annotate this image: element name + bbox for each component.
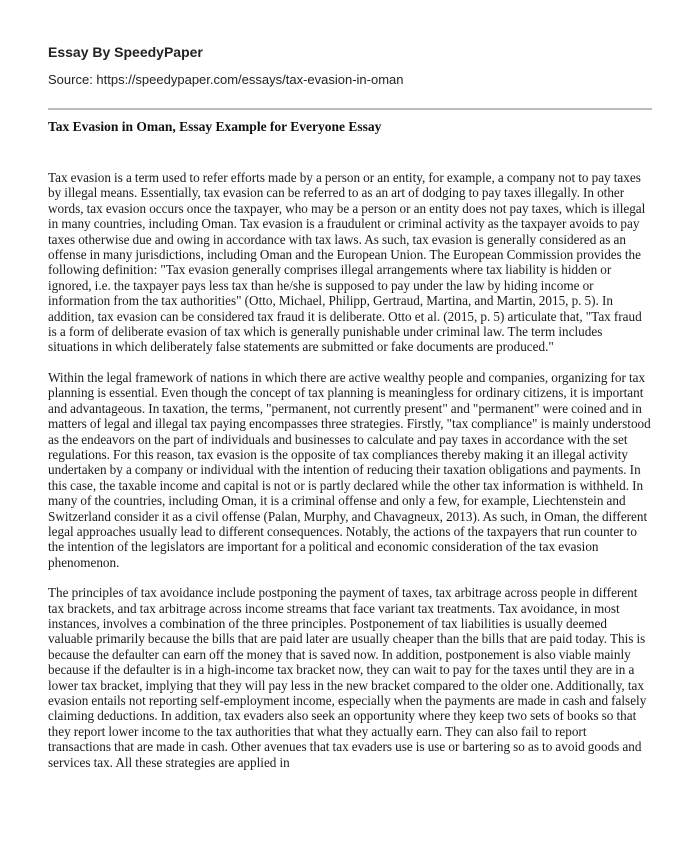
source-line: Source: https://speedypaper.com/essays/tax-evasion-in-oman [48,72,404,87]
brand-title: Essay By SpeedyPaper [48,44,203,60]
essay-title: Tax Evasion in Oman, Essay Example for Everyone Essay [48,119,382,134]
paragraph: The principles of tax avoidance include postponing the payment of taxes, tax arbitrage across people in different tax brackets, and tax arbitrage across income streams that face variant tax treatments. Tax avoidance, in most instances, involves a combination of the three principles. Postponement of tax liabilities is usually deemed valuable primarily because the bills that are paid later are usually cheaper than the bills that are paid today. This is because the defaulter can earn off the money that is saved now. In addition, postponement is also viable mainly because if the defaulter is in a high-income tax bracket now, they can wait to pay for the taxes until they are in a lower tax bracket, implying that they will pay less in the new bracket compared to the older one. Additionally, tax evasion entails not reporting self-employment income, especially when the payments are made in cash and falsely claiming deductions. In addition, tax evaders also seek an opportunity where they keep two sets of books so that they report lower income to the tax authorities that what they actually earn. They can also fail to report transactions that are made in cash. Other avenues that tax evaders use is use or bartering so as to avoid goods and services tax. All these strategies are applied in [48,585,647,770]
paragraph: Tax evasion is a term used to refer efforts made by a person or an entity, for example, a company not to pay taxes by illegal means. Essentially, tax evasion can be referred to as an art of dodging to pay taxes illegally. In other words, tax evasion occurs once the taxpayer, who may be a person or an entity does not pay taxes, which is illegal in many countries, including Oman. Tax evasion is a fraudulent or criminal activity as the taxpayer avoids to pay taxes otherwise due and owing in accordance with tax laws. As such, tax evasion is generally considered as an offense in many jurisdictions, including Oman and the European Union. The European Commission provides the following definition: "Tax evasion generally comprises illegal arrangements where tax liability is hidden or ignored, i.e. the taxpayer pays less tax than he/she is supposed to pay under the law by hiding income or information from the tax authorities" (Otto, Michael, Philipp, Gertraud, Martina, and Martin, 2015, p. 5). In addition, tax evasion can be considered tax fraud it is deliberate. Otto et al. (2015, p. 5) articulate that, "Tax fraud is a form of deliberate evasion of tax which is generally punishable under criminal law. The term includes situations in which deliberately false statements are submitted or fake documents are produced." [48,170,646,355]
header-divider [48,108,652,110]
essay-body [48,170,652,785]
paragraph: Within the legal framework of nations in which there are active wealthy people and companies, organizing for tax planning is essential. Even though the concept of tax planning is meaningless for ordinary citizens, it is important and advantageous. In taxation, the terms, "permanent, not currently present" and "permanent" were coined and in matters of legal and illegal tax paying encompasses three strategies. Firstly, "tax compliance" is mainly understood as the endeavors on the part of individuals and businesses to calculate and pay taxes in accordance with the set regulations. For this reason, tax evasion is the opposite of tax compliances thereby making it an illegal activity undertaken by a company or individual with the intention of reducing their taxation obligations and payments. In this case, the taxable income and capital is not or is partly declared while the other tax information is withheld. In many of the countries, including Oman, it is a criminal offense and only a few, for example, Liechtenstein and Switzerland consider it as a civil offense (Palan, Murphy, and Chavagneux, 2013). As such, in Oman, the different legal approaches usually lead to different consequences. Notably, the actions of the taxpayers that run counter to the intention of the legislators are important for a political and economic consideration of the tax evasion phenomenon. [48,369,651,570]
